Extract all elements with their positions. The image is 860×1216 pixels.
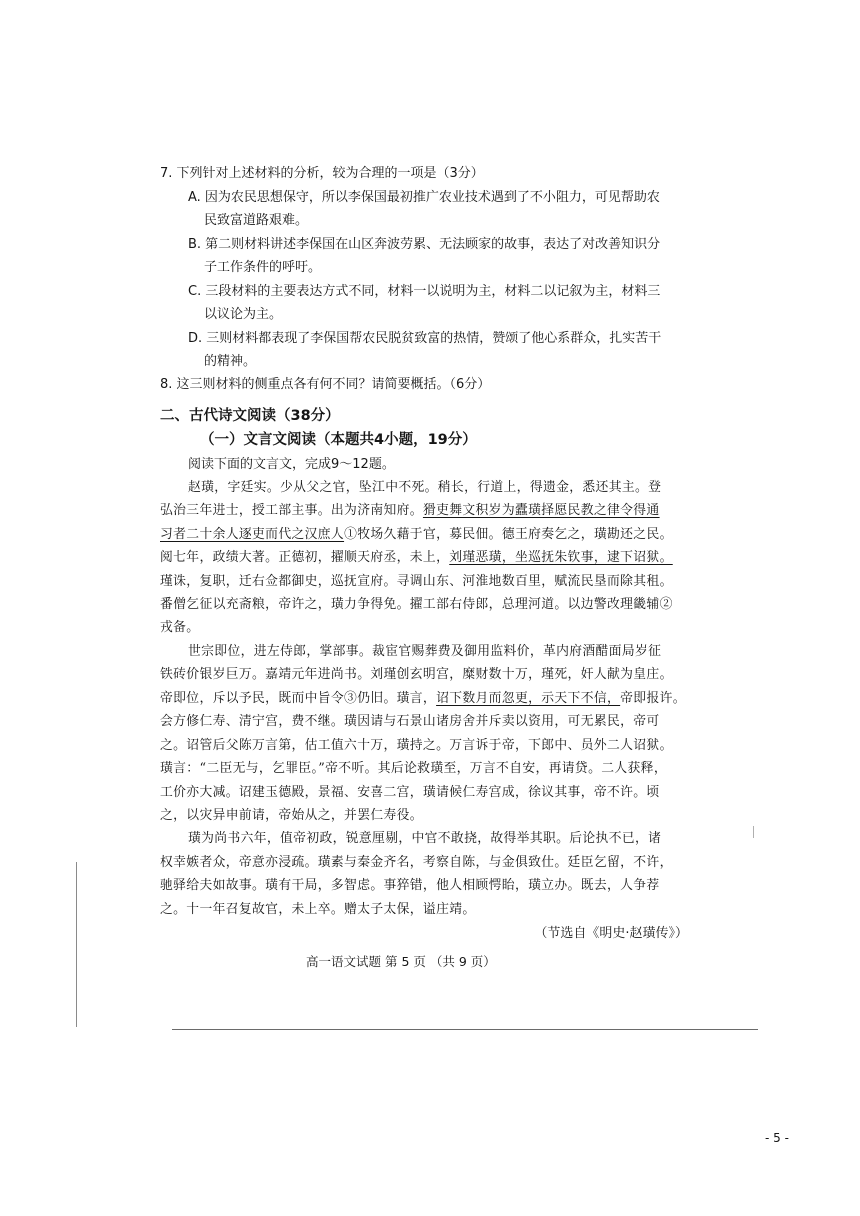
page-number: - 5 - bbox=[765, 1131, 789, 1145]
underlined-sentence: 猾吏舞文积岁为蠹璜择愿民教之律令得通 bbox=[422, 503, 660, 518]
passage-line: 璜为尚书六年，值帝初政，锐意厘剔，中官不敢挠，故得举其职。后论执不已，诸 bbox=[188, 831, 662, 846]
subsection-heading: （一）文言文阅读（本题共4小题，19分） bbox=[200, 432, 477, 448]
passage-line: 之，以灾异申前请，帝始从之，并罢仁寿役。 bbox=[160, 808, 423, 823]
passage-line: 驰驿给夫如故事。璜有干局，多智虑。事猝错，他人相顾愕眙，璜立办。既去，人争荐 bbox=[160, 878, 660, 893]
q7-option-d-cont: 的精神。 bbox=[204, 354, 257, 369]
q7-option-a-cont: 民致富道路艰难。 bbox=[204, 213, 309, 228]
instruction-text: 阅读下面的文言文，完成9～12题。 bbox=[188, 457, 395, 472]
passage-line: 阅七年，政绩大著。正德初，擢顺天府丞，未上，刘瑾恶璜，坐巡抚朱钦事，逮下诏狱。 bbox=[160, 550, 673, 565]
q7-option-a: A. 因为农民思想保守，所以李保国最初推广农业技术遇到了不小阻力，可见帮助农 bbox=[188, 190, 660, 205]
passage-line: 权幸嫉者众，帝意亦浸疏。璜素与秦金齐名，考察自陈，与金俱致仕。廷臣乞留，不许， bbox=[160, 855, 673, 870]
section-heading: 二、古代诗文阅读（38分） bbox=[160, 408, 340, 424]
passage-line: 习者二十余人逐吏而代之汉庶人①牧场久藉于官，募民佃。德王府奏乞之，璜勘还之民。 bbox=[160, 527, 673, 542]
q7-option-c-cont: 以议论为主。 bbox=[204, 307, 283, 322]
q7-stem: 7. 下列针对上述材料的分析，较为合理的一项是（3分） bbox=[160, 166, 484, 181]
passage-line: 会方修仁寿、清宁宫，费不继。璜因请与石景山诸房舍并斥卖以资用，可无累民，帝可 bbox=[160, 714, 660, 729]
source-citation: （节选自《明史·赵璜传》） bbox=[534, 926, 688, 941]
q7-option-d: D. 三则材料都表现了李保国帮农民脱贫致富的热情，赞颂了他心系群众，扎实苦干 bbox=[188, 331, 662, 346]
passage-line: 铁砖价银岁巨万。嘉靖元年进尚书。刘瑾创玄明宫，糜财数十万，瑾死，奸人献为皇庄。 bbox=[160, 667, 673, 682]
passage-line: 弘治三年进士，授工部主事。出为济南知府。猾吏舞文积岁为蠹璜择愿民教之律令得通 bbox=[160, 503, 660, 518]
passage-line: 之。诏管后父陈万言第，估工值六十万，璜持之。万言诉于帝，下郎中、员外二人诏狱。 bbox=[160, 738, 673, 753]
q7-option-b-cont: 子工作条件的呼吁。 bbox=[204, 260, 322, 275]
left-margin-line bbox=[76, 862, 77, 1027]
bottom-rule bbox=[172, 1029, 758, 1030]
underlined-sentence: 习者二十余人逐吏而代之汉庶人 bbox=[160, 527, 345, 542]
passage-line: 璜言：“二臣无与，乞罪臣。”帝不听。其后论救璜至，万言不自安，再请贷。二人获释， bbox=[160, 761, 667, 776]
underlined-sentence: 诏下数月而忽更，示天下不信， bbox=[436, 691, 621, 706]
passage-line: 戎备。 bbox=[160, 620, 200, 635]
right-margin-mark bbox=[753, 826, 754, 838]
passage-line: 赵璜，字廷实。少从父之官，坠江中不死。稍长，行道上，得遗金，悉还其主。登 bbox=[188, 480, 662, 495]
passage-line: 帝即位，斥以予民，既而中旨令③仍旧。璜言，诏下数月而忽更，示天下不信，帝即报许。 bbox=[160, 691, 686, 706]
underlined-sentence: 刘瑾恶璜，坐巡抚朱钦事，逮下诏狱。 bbox=[449, 550, 673, 565]
passage-line: 工价亦大减。诏建玉德殿，景福、安喜二宫，璜请候仁寿宫成，徐议其事，帝不许。顷 bbox=[160, 785, 660, 800]
passage-line: 瑾诛，复职，迁右佥都御史，巡抚宣府。寻调山东、河淮地数百里，赋流民垦而除其租。 bbox=[160, 574, 673, 589]
passage-line: 之。十一年召复故官，未上卒。赠太子太保，谥庄靖。 bbox=[160, 902, 476, 917]
passage-line: 世宗即位，进左侍郎，掌部事。裁宦官赐葬费及御用监料价，革内府酒醋面局岁征 bbox=[188, 644, 662, 659]
passage-line: 番僧乞征以充斋粮，帝许之，璜力争得免。擢工部右侍郎，总理河道。以边警改理畿辅② bbox=[160, 597, 673, 612]
q7-option-b: B. 第二则材料讲述李保国在山区奔波劳累、无法顾家的故事，表达了对改善知识分 bbox=[188, 237, 661, 252]
q8-stem: 8. 这三则材料的侧重点各有何不同？请简要概括。（6分） bbox=[160, 377, 491, 392]
page-footer: 高一语文试题 第 5 页 （共 9 页） bbox=[306, 954, 496, 969]
q7-option-c: C. 三段材料的主要表达方式不同，材料一以说明为主，材料二以记叙为主，材料三 bbox=[188, 284, 661, 299]
